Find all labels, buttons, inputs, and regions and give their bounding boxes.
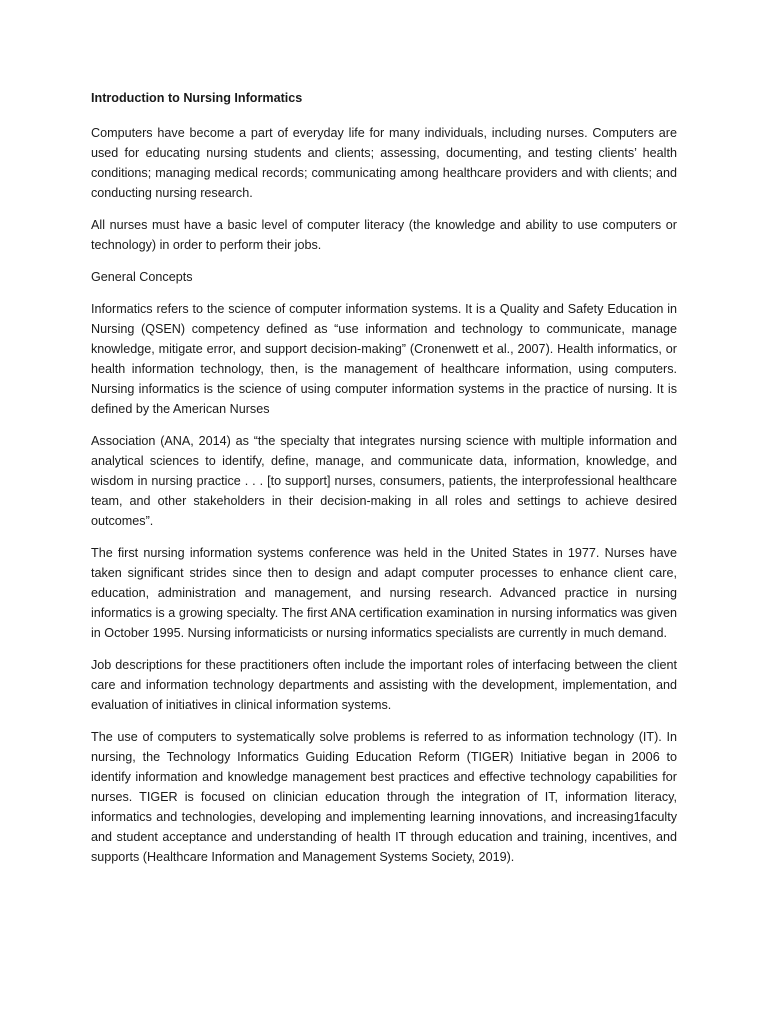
body-paragraph-job-descriptions: Job descriptions for these practitioners often include the important roles of interfacing between the client care and information technology departments and assisting with the development, implementation, and evaluation of initiatives in clinical information systems.	[91, 658, 677, 712]
body-paragraph-informatics: Informatics refers to the science of computer information systems. It is a Quality and Safety Education in Nursing (QSEN) competency defined as “use information and technology to communicate, manage knowledge, mitigate error, and support decision-making” (Cronenwett et al., 2007). Health informatics, or health information technology, then, is the management of healthcare information, using computers. Nursing informatics is the science of using computer information systems in the practice of nursing. It is defined by the American Nurses	[91, 302, 677, 416]
intro-paragraph-1: Computers have become a part of everyday life for many individuals, including nurses. Computers are used for educating nursing students and clients; assessing, documenting, and testing clients’ health conditions; managing medical records; communicating among healthcare providers and with clients; and conducting nursing research.	[91, 126, 677, 200]
section-heading-general-concepts: General Concepts	[91, 270, 193, 284]
body-paragraph-history: The first nursing information systems conference was held in the United States in 1977. Nurses have taken significant strides since then to design and adapt computer processes to enhance client care, education, administration and management, and nursing research. Advanced practice in nursing informatics is a growing specialty. The first ANA certification examination in nursing informatics was given in October 1995. Nursing informaticists or nursing informatics specialists are currently in much demand.	[91, 546, 677, 640]
intro-paragraph-2: All nurses must have a basic level of computer literacy (the knowledge and ability to use computers or technology) in order to perform their jobs.	[91, 218, 677, 252]
body-paragraph-tiger: The use of computers to systematically solve problems is referred to as information technology (IT). In nursing, the Technology Informatics Guiding Education Reform (TIGER) Initiative began in 2006 to identify information and knowledge management best practices and effective technology capabilities for nurses. TIGER is focused on clinician education through the integration of IT, information literacy, informatics and technologies, developing and implementing learning innovations, and increasing1faculty and student acceptance and understanding of health IT through education and training, incentives, and supports (Healthcare Information and Management Systems Society, 2019).	[91, 730, 677, 864]
document-title: Introduction to Nursing Informatics	[91, 91, 303, 105]
body-paragraph-ana-definition: Association (ANA, 2014) as “the specialty that integrates nursing science with multiple information and analytical sciences to identify, define, manage, and communicate data, information, knowledge, and wisdom in nursing practice . . . [to support] nurses, consumers, patients, the interprofessional healthcare team, and other stakeholders in their decision-making in all roles and settings to achieve desired outcomes”.	[91, 434, 677, 528]
document-page	[91, 88, 677, 988]
